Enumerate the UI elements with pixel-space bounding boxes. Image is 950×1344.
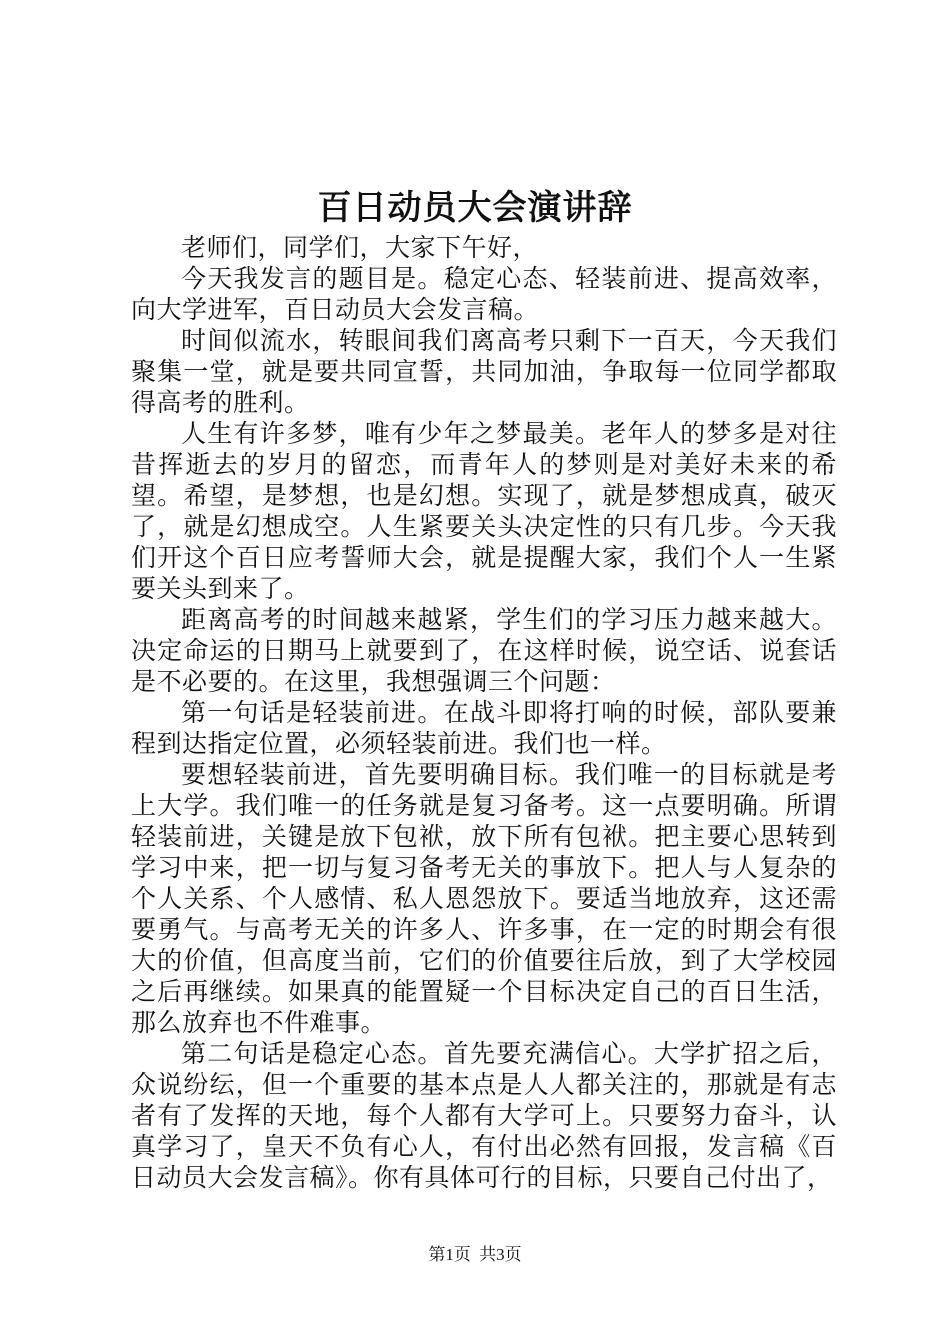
paragraph: 时间似流水，转眼间我们离高考只剩下一百天，今天我们聚集一堂，就是要共同宣誓，共同加油，争取每一位同学都取得高考的胜利。 xyxy=(131,326,837,417)
paragraph: 今天我发言的题目是。稳定心态、轻装前进、提高效率，向大学进军，百日动员大会发言稿。 xyxy=(131,264,837,324)
paragraph: 老师们，同学们，大家下午好， xyxy=(181,233,539,262)
page-footer xyxy=(0,1243,950,1267)
paragraph: 第二句话是稳定心态。首先要充满信心。大学扩招之后，众说纷纭，但一个重要的基本点是人人都关注的，那就是有志者有了发挥的天地，每个人都有大学可上。只要努力奋斗，认真学习了，皇天不负有心人，有付出必然有回报，发言稿《百日动员大会发言稿》。你有具体可行的目标，只要自己付出了， xyxy=(131,1039,837,1192)
paragraph: 第一句话是轻装前进。在战斗即将打响的时候，部队要兼程到达指定位置，必须轻装前进。我们也一样。 xyxy=(131,698,837,758)
paragraph: 人生有许多梦，唯有少年之梦最美。老年人的梦多是对往昔挥逝去的岁月的留恋，而青年人的梦则是对美好未来的希望。希望，是梦想，也是幻想。实现了，就是梦想成真，破灭了，就是幻想成空。人生紧要关头决定性的只有几步。今天我们开这个百日应考誓师大会，就是提醒大家，我们个人一生紧要关头到来了。 xyxy=(131,419,837,603)
document-title: 百日动员大会演讲辞 xyxy=(317,188,633,228)
document-body xyxy=(131,232,837,1193)
paragraph: 要想轻装前进，首先要明确目标。我们唯一的目标就是考上大学。我们唯一的任务就是复习备考。这一点要明确。所谓轻装前进，关键是放下包袱，放下所有包袱。把主要心思转到学习中来，把一切与复习备考无关的事放下。把人与人复杂的个人关系、个人感情、私人恩怨放下。要适当地放弃，这还需要勇气。与高考无关的许多人、许多事，在一定的时期会有很大的价值，但高度当前，它们的价值要往后放，到了大学校园之后再继续。如果真的能置疑一个目标决定自己的百日生活，那么放弃也不件难事。 xyxy=(131,760,837,1037)
page-number: 第1页 xyxy=(428,1245,471,1264)
paragraph: 距离高考的时间越来越紧，学生们的学习压力越来越大。决定命运的日期马上就要到了，在这样时候，说空话、说套话是不必要的。在这里，我想强调三个问题： xyxy=(131,605,837,696)
page-total: 共3页 xyxy=(479,1245,522,1264)
